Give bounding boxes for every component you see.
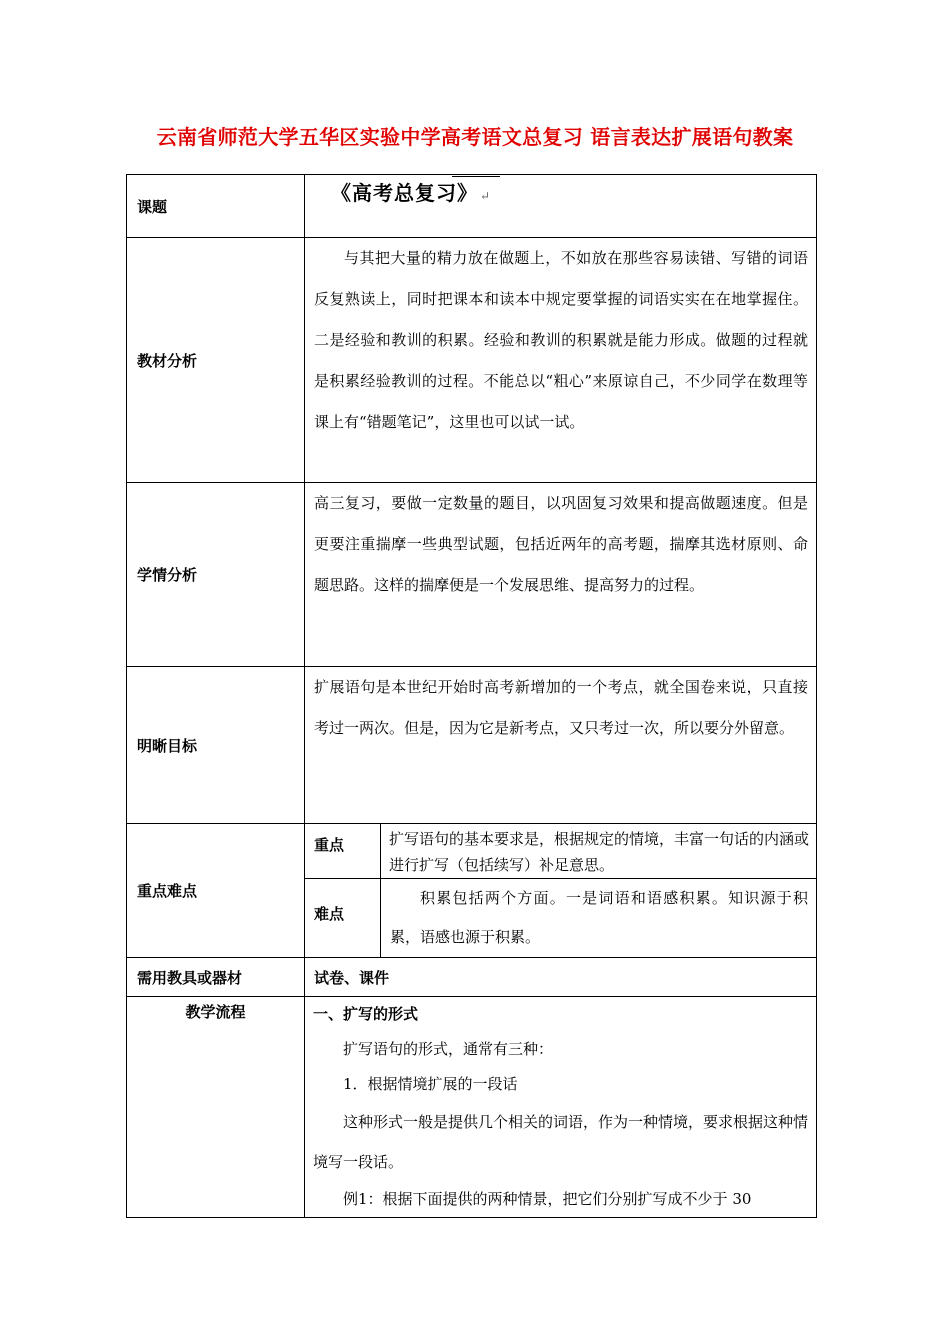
process-content [305,997,817,1218]
label-material: 教材分析 [127,238,305,483]
label-keypoints: 重点难点 [127,824,305,958]
equipment-value: 试卷、课件 [305,958,817,997]
label-topic: 课题 [127,175,305,238]
lesson-plan-table [126,174,817,1218]
process-p1: 扩写语句的形式，通常有三种： [343,1040,554,1058]
row-students [127,483,817,667]
process-p2: 1．根据情境扩展的一段话 [343,1075,518,1093]
process-heading: 一、扩写的形式 [313,1005,419,1023]
process-p3: 这种形式一般是提供几个相关的词语，作为一种情境，要求根据这种情境写一段话。 [313,1113,809,1171]
row-goals [127,667,817,824]
label-key: 重点 [305,824,381,879]
topic-value: 《高考总复习》 [331,181,478,205]
key-text: 扩写语句的基本要求是，根据规定的情境，丰富一句话的内涵或进行扩写（包括续写）补足意思。 [381,824,817,879]
row-material [127,238,817,483]
row-process [127,997,817,1218]
paragraph-mark-icon: ↵ [480,189,492,203]
goals-text: 扩展语句是本世纪开始时高考新增加的一个考点，就全国卷来说，只直接考过一两次。但是，因为它是新考点，又只考过一次，所以要分外留意。 [305,667,817,824]
topic-cell [305,175,817,238]
row-topic [127,175,817,238]
label-hard: 难点 [305,879,381,958]
row-keypoint [127,824,817,879]
row-equipment [127,958,817,997]
document-title: 云南省师范大学五华区实验中学高考语文总复习 语言表达扩展语句教案 [156,125,794,149]
hard-text: 积累包括两个方面。一是词语和语感积累。知识源于积累，语感也源于积累。 [381,879,817,958]
label-goals: 明晰目标 [127,667,305,824]
students-text: 高三复习，要做一定数量的题目，以巩固复习效果和提高做题速度。但是更要注重揣摩一些典型试题，包括近两年的高考题，揣摩其选材原则、命题思路。这样的揣摩便是一个发展思维、提高努力的过程。 [305,483,817,667]
process-p4: 例1：根据下面提供的两种情景，把它们分别扩写成不少于 30 [343,1190,752,1208]
label-equipment: 需用教具或器材 [127,958,305,997]
material-text: 与其把大量的精力放在做题上，不如放在那些容易读错、写错的词语反复熟读上，同时把课本和读本中规定要掌握的词语实实在在地掌握住。二是经验和教训的积累。经验和教训的积累就是能力形成。做题的过程就是积累经验教训的过程。不能总以“粗心”来原谅自己，不少同学在数理等课上有“错题笔记”，这里也可以试一试。 [305,238,817,483]
label-process: 教学流程 [127,997,305,1218]
label-students: 学情分析 [127,483,305,667]
